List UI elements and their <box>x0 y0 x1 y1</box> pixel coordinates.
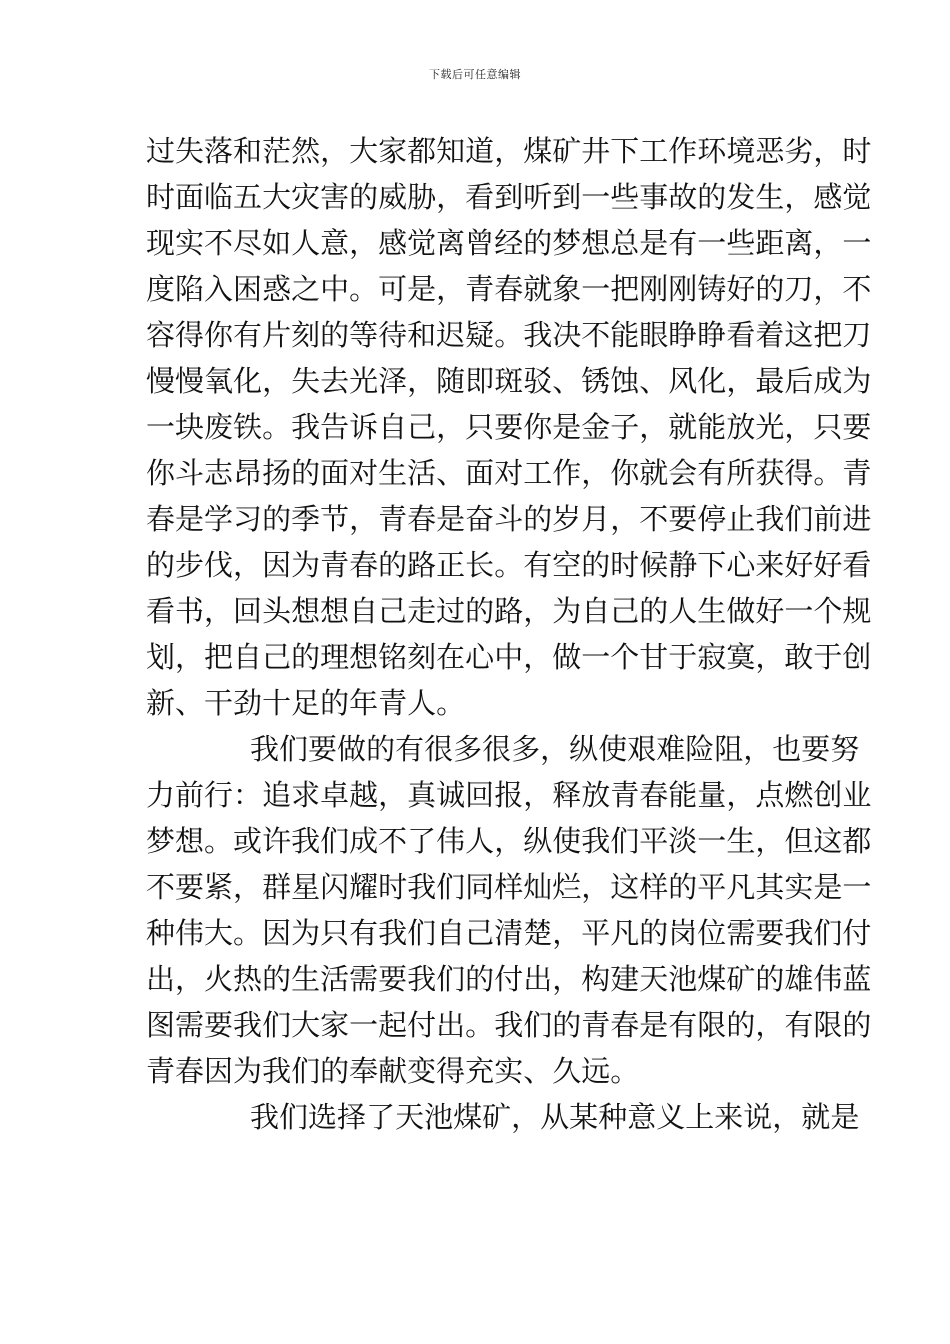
text-line: 力 前 行 ： 追 求 卓 越 ， 真 诚 回 报 ， 释 放 青 春 能 量 ， 点 燃 创 业 <box>146 778 872 812</box>
text-line: 青 春 因 为 我 们 的 奉 献 变 得 充 实 、 久 远 。 <box>146 1054 640 1088</box>
text-line: 图 需 要 我 们 大 家 一 起 付 出 。 我 们 的 青 春 是 有 限 的 ， 有 限 的 <box>146 1008 872 1042</box>
text-line: 我 们 要 做 的 有 很 多 很 多 ， 纵 使 艰 难 险 阻 ， 也 要 努 <box>250 732 860 766</box>
text-line: 种 伟 大 。 因 为 只 有 我 们 自 己 清 楚 ， 平 凡 的 岗 位 需 要 我 们 付 <box>146 916 872 950</box>
text-line: 你 斗 志 昂 扬 的 面 对 生 活 、 面 对 工 作 ， 你 就 会 有 所 获 得 。 青 <box>146 456 872 490</box>
text-line: 一 块 废 铁 。 我 告 诉 自 己 ， 只 要 你 是 金 子 ， 就 能 放 光 ， 只 要 <box>146 410 872 444</box>
text-line: 过 失 落 和 茫 然 ， 大 家 都 知 道 ， 煤 矿 井 下 工 作 环 境 恶 劣 ， 时 <box>146 134 872 168</box>
text-line: 度 陷 入 困 惑 之 中 。 可 是 ， 青 春 就 象 一 把 刚 刚 铸 好 的 刀 ， 不 <box>146 272 872 306</box>
text-line: 容 得 你 有 片 刻 的 等 待 和 迟 疑 。 我 决 不 能 眼 睁 睁 看 着 这 把 刀 <box>146 318 872 352</box>
text-line: 慢 慢 氧 化 ， 失 去 光 泽 ， 随 即 斑 驳 、 锈 蚀 、 风 化 ， 最 后 成 为 <box>146 364 872 398</box>
text-line: 梦 想 。 或 许 我 们 成 不 了 伟 人 ， 纵 使 我 们 平 淡 一 生 ， 但 这 都 <box>146 824 872 858</box>
text-line: 的 步 伐 ， 因 为 青 春 的 路 正 长 。 有 空 的 时 候 静 下 心 来 好 好 看 <box>146 548 872 582</box>
document-body <box>146 128 872 1140</box>
text-line: 春 是 学 习 的 季 节 ， 青 春 是 奋 斗 的 岁 月 ， 不 要 停 止 我 们 前 进 <box>146 502 872 536</box>
text-line: 出 ， 火 热 的 生 活 需 要 我 们 的 付 出 ， 构 建 天 池 煤 矿 的 雄 伟 蓝 <box>146 962 872 996</box>
text-line: 我 们 选 择 了 天 池 煤 矿 ， 从 某 种 意 义 上 来 说 ， 就 是 <box>250 1100 860 1134</box>
text-line: 不 要 紧 ， 群 星 闪 耀 时 我 们 同 样 灿 烂 ， 这 样 的 平 凡 其 实 是 一 <box>146 870 872 904</box>
page-header-note: 下载后可任意编辑 <box>429 68 521 81</box>
text-line: 划 ， 把 自 己 的 理 想 铭 刻 在 心 中 ， 做 一 个 甘 于 寂 寞 ， 敢 于 创 <box>146 640 872 674</box>
text-line: 时 面 临 五 大 灾 害 的 威 胁 ， 看 到 听 到 一 些 事 故 的 发 生 ， 感 觉 <box>146 180 872 214</box>
text-line: 新 、 干 劲 十 足 的 年 青 人 。 <box>146 686 466 720</box>
text-line: 现 实 不 尽 如 人 意 ， 感 觉 离 曾 经 的 梦 想 总 是 有 一 些 距 离 ， 一 <box>146 226 872 260</box>
text-line: 看 书 ， 回 头 想 想 自 己 走 过 的 路 ， 为 自 己 的 人 生 做 好 一 个 规 <box>146 594 872 628</box>
